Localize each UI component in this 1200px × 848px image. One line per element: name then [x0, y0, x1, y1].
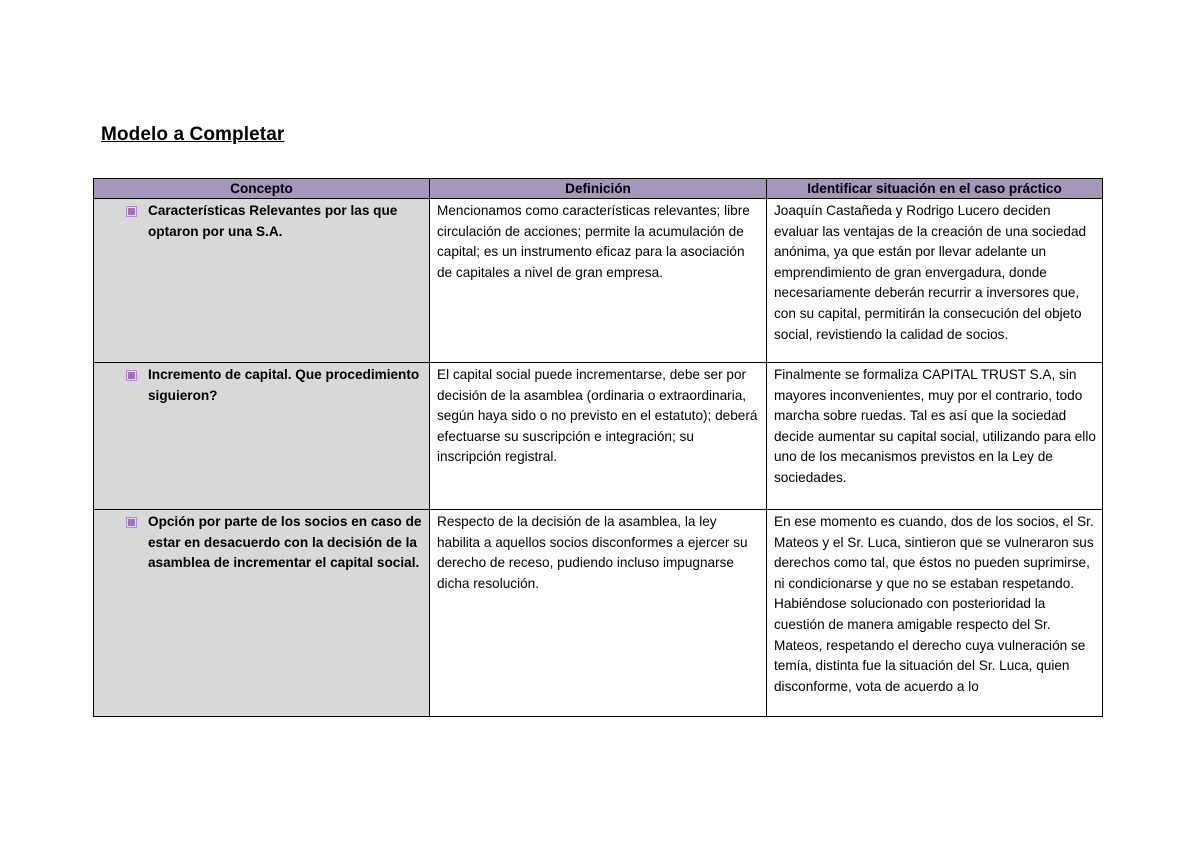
case-cell — [767, 363, 1103, 510]
case-cell — [767, 199, 1103, 363]
header-concepto: Concepto — [94, 179, 430, 199]
table-row — [94, 363, 1103, 510]
definition-text: El capital social puede incrementarse, debe ser por decisión de la asamblea (ordinaria o extraordinaria, según haya sido o no previsto en el estatuto); deberá efectuarse su suscripción e integración; su inscripción registral. — [437, 367, 758, 465]
concept-cell — [94, 363, 430, 510]
table-row — [94, 199, 1103, 363]
concept-text: Características Relevantes por las que optaron por una S.A. — [148, 203, 398, 239]
case-cell — [767, 510, 1103, 717]
page-title: Modelo a Completar — [101, 124, 285, 145]
table-header-row — [94, 179, 1103, 199]
concept-cell — [94, 199, 430, 363]
header-caso-practico: Identificar situación en el caso práctico — [767, 179, 1103, 199]
definition-cell — [430, 199, 767, 363]
header-definicion: Definición — [430, 179, 767, 199]
case-text: Joaquín Castañeda y Rodrigo Lucero deciden evaluar las ventajas de la creación de una sociedad anónima, ya que están por llevar adelante un emprendimiento de gran envergadura, donde necesariamente deberán recurrir a inversores que, con su capital, permitirán la consecución del objeto social, revistiendo la calidad de socios. — [774, 203, 1087, 342]
purple-square-bullet-icon — [127, 207, 136, 216]
model-table — [93, 178, 1103, 717]
definition-text: Respecto de la decisión de la asamblea, la ley habilita a aquellos socios disconformes a ejercer su derecho de receso, pudiendo incluso impugnarse dicha resolución. — [437, 514, 748, 591]
definition-cell — [430, 510, 767, 717]
concept-cell — [94, 510, 430, 717]
case-text: En ese momento es cuando, dos de los socios, el Sr. Mateos y el Sr. Luca, sintieron que se vulneraron sus derechos como tal, que éstos no pueden suprimirse, ni condicionarse y que no se estaban respetando. Habiéndose solucionado con posterioridad la cuestión de manera amigable respecto del Sr. Mateos, respetando el derecho cuya vulneración se temía, distinta fue la situación del Sr. Luca, quien disconforme, vota de acuerdo a lo — [774, 514, 1094, 694]
table-row — [94, 510, 1103, 717]
definition-text: Mencionamos como características relevantes; libre circulación de acciones; permite la acumulación de capital; es un instrumento eficaz para la asociación de capitales a nivel de gran empresa. — [437, 203, 750, 280]
concept-text: Opción por parte de los socios en caso de estar en desacuerdo con la decisión de la asamblea de incrementar el capital social. — [148, 514, 422, 571]
case-text: Finalmente se formaliza CAPITAL TRUST S.A, sin mayores inconvenientes, muy por el contrario, todo marcha sobre ruedas. Tal es así que la sociedad decide aumentar su capital social, utilizando para ello uno de los mecanismos previstos en la Ley de sociedades. — [774, 367, 1096, 485]
purple-square-bullet-icon — [127, 371, 136, 380]
purple-square-bullet-icon — [127, 518, 136, 527]
definition-cell — [430, 363, 767, 510]
concept-text: Incremento de capital. Que procedimiento siguieron? — [148, 367, 420, 403]
